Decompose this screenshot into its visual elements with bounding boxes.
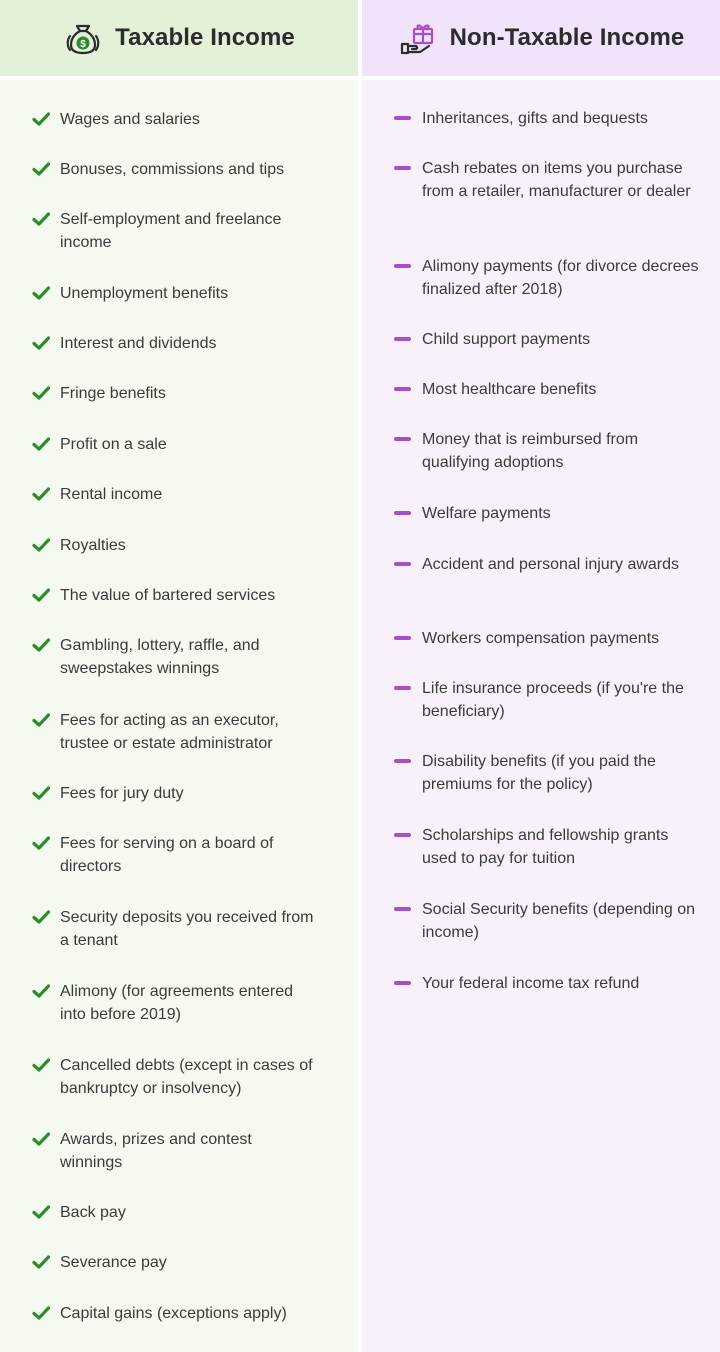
list-item <box>394 627 702 650</box>
gift-in-hand-icon <box>398 18 438 58</box>
list-item-label: Fringe benefits <box>60 385 166 402</box>
list-item-label: Wages and salaries <box>60 111 200 128</box>
dash-icon <box>394 437 411 441</box>
checkmark-icon <box>32 211 50 227</box>
checkmark-icon <box>32 1254 50 1270</box>
list-item-label: Back pay <box>60 1204 126 1221</box>
list-item <box>32 534 318 557</box>
list-item <box>394 328 702 351</box>
list-item <box>394 824 702 870</box>
list-item <box>32 483 318 506</box>
list-item-label: Fees for jury duty <box>60 785 184 802</box>
dash-icon <box>394 511 411 515</box>
list-item <box>394 428 702 474</box>
list-item <box>32 282 318 305</box>
list-item <box>394 255 702 301</box>
list-item <box>394 972 702 995</box>
non-taxable-income-body <box>362 80 720 1352</box>
list-item <box>32 1302 318 1325</box>
svg-text:$: $ <box>80 39 86 50</box>
taxable-income-header <box>0 0 358 76</box>
list-item <box>394 898 702 944</box>
list-item-label: Bonuses, commissions and tips <box>60 161 285 178</box>
list-item-label: Interest and dividends <box>60 335 217 352</box>
list-item-label: The value of bartered services <box>60 587 276 604</box>
checkmark-icon <box>32 637 50 653</box>
dash-icon <box>394 562 411 566</box>
list-item-label: Life insurance proceeds (if you're the beneficiary) <box>422 680 684 720</box>
list-item <box>32 1054 318 1100</box>
list-item-label: Rental income <box>60 486 163 503</box>
checkmark-icon <box>32 335 50 351</box>
taxable-income-title: Taxable Income <box>115 24 295 51</box>
checkmark-icon <box>32 1305 50 1321</box>
checkmark-icon <box>32 285 50 301</box>
list-item-label: Your federal income tax refund <box>422 975 640 992</box>
dash-icon <box>394 116 411 120</box>
list-item <box>32 832 318 878</box>
list-item-label: Fees for acting as an executor, trustee or estate administrator <box>60 712 279 752</box>
dash-icon <box>394 981 411 985</box>
list-item-label: Gambling, lottery, raffle, and sweepstakes winnings <box>60 637 260 677</box>
list-item <box>32 1128 318 1174</box>
list-item-label: Security deposits you received from a tenant <box>60 909 314 949</box>
non-taxable-income-title: Non-Taxable Income <box>449 24 685 51</box>
taxable-income-column <box>0 0 358 1352</box>
dash-icon <box>394 337 411 341</box>
dash-icon <box>394 166 411 170</box>
list-item-label: Workers compensation payments <box>422 630 660 647</box>
list-item <box>32 433 318 456</box>
checkmark-icon <box>32 436 50 452</box>
list-item-label: Awards, prizes and contest winnings <box>60 1131 252 1171</box>
checkmark-icon <box>32 385 50 401</box>
taxable-income-body <box>0 80 358 1352</box>
list-item <box>32 332 318 355</box>
list-item-label: Self-employment and freelance income <box>60 211 282 251</box>
checkmark-icon <box>32 486 50 502</box>
list-item-label: Disability benefits (if you paid the premiums for the policy) <box>422 753 656 793</box>
list-item <box>394 553 702 576</box>
list-item-label: Scholarships and fellowship grants used to pay for tuition <box>422 827 669 867</box>
checkmark-icon <box>32 835 50 851</box>
list-item-label: Royalties <box>60 537 126 554</box>
checkmark-icon <box>32 712 50 728</box>
list-item <box>32 906 318 952</box>
dash-icon <box>394 907 411 911</box>
checkmark-icon <box>32 537 50 553</box>
checkmark-icon <box>32 587 50 603</box>
list-item <box>32 980 318 1026</box>
dash-icon <box>394 759 411 763</box>
checkmark-icon <box>32 785 50 801</box>
checkmark-icon <box>32 1057 50 1073</box>
list-item-label: Child support payments <box>422 331 591 348</box>
dash-icon <box>394 636 411 640</box>
dash-icon <box>394 686 411 690</box>
list-item <box>32 1251 318 1274</box>
checkmark-icon <box>32 111 50 127</box>
list-item <box>32 1201 318 1224</box>
list-item <box>394 677 702 723</box>
checkmark-icon <box>32 1131 50 1147</box>
money-bag-icon <box>63 18 103 58</box>
list-item <box>394 378 702 401</box>
non-taxable-income-column <box>362 0 720 1352</box>
list-item-label: Cash rebates on items you purchase from a retailer, manufacturer or dealer <box>422 160 691 200</box>
list-item <box>32 782 318 805</box>
dash-icon <box>394 833 411 837</box>
list-item-label: Money that is reimbursed from qualifying adoptions <box>422 431 639 471</box>
checkmark-icon <box>32 161 50 177</box>
non-taxable-income-header <box>362 0 720 76</box>
list-item-label: Alimony payments (for divorce decrees finalized after 2018) <box>422 258 699 298</box>
checkmark-icon <box>32 983 50 999</box>
dash-icon <box>394 264 411 268</box>
list-item-label: Welfare payments <box>422 505 551 522</box>
list-item <box>32 108 318 131</box>
dash-icon <box>394 387 411 391</box>
list-item <box>394 750 702 796</box>
list-item-label: Social Security benefits (depending on income) <box>422 901 696 941</box>
list-item-label: Inheritances, gifts and bequests <box>422 110 648 127</box>
list-item <box>32 709 318 755</box>
list-item <box>394 502 702 525</box>
list-item <box>32 634 318 680</box>
list-item-label: Fees for serving on a board of directors <box>60 835 274 875</box>
list-item-label: Most healthcare benefits <box>422 381 597 398</box>
checkmark-icon <box>32 1204 50 1220</box>
list-item-label: Profit on a sale <box>60 436 167 453</box>
list-item <box>394 157 702 203</box>
list-item-label: Accident and personal injury awards <box>422 556 680 573</box>
list-item <box>32 158 318 181</box>
list-item-label: Capital gains (exceptions apply) <box>60 1305 287 1322</box>
list-item <box>32 584 318 607</box>
checkmark-icon <box>32 909 50 925</box>
list-item-label: Unemployment benefits <box>60 285 229 302</box>
list-item <box>32 382 318 405</box>
list-item-label: Alimony (for agreements entered into before 2019) <box>60 983 293 1023</box>
list-item-label: Severance pay <box>60 1254 167 1271</box>
list-item <box>394 107 702 130</box>
list-item <box>32 208 318 254</box>
list-item-label: Cancelled debts (except in cases of bankruptcy or insolvency) <box>60 1057 313 1097</box>
